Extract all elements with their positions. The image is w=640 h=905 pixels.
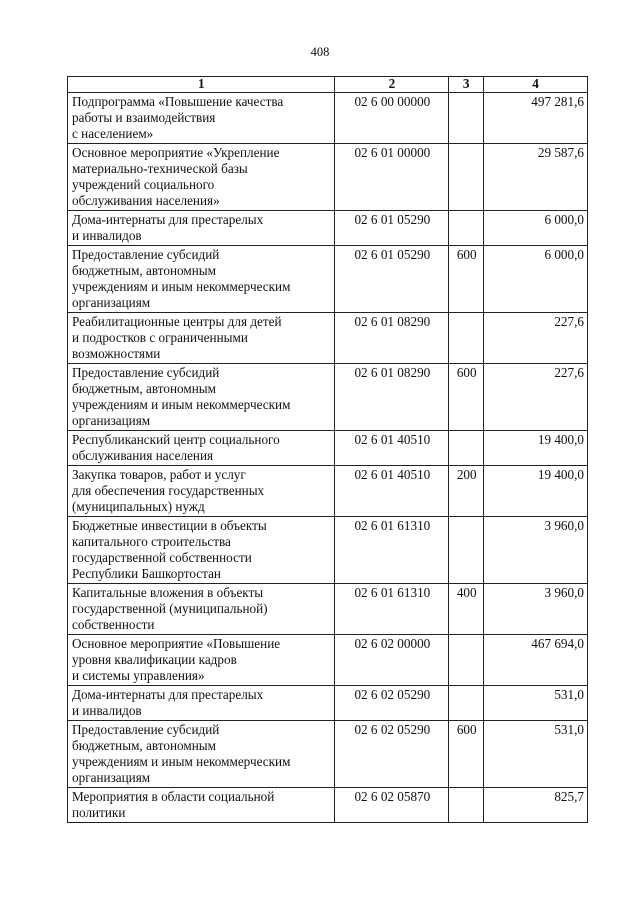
row-expense-type-cell xyxy=(449,211,484,246)
table-row xyxy=(68,144,588,211)
row-amount-cell: 531,0 xyxy=(484,686,588,721)
table-row xyxy=(68,246,588,313)
row-name-cell: Основное мероприятие «Укрепление материально-технической базы учреждений социального обслуживания населения» xyxy=(68,144,335,211)
row-expense-type-cell xyxy=(449,144,484,211)
row-amount-cell: 227,6 xyxy=(484,364,588,431)
row-name-cell: Подпрограмма «Повышение качества работы и взаимодействия с населением» xyxy=(68,93,335,144)
row-amount-cell: 6 000,0 xyxy=(484,211,588,246)
row-expense-type-cell: 200 xyxy=(449,466,484,517)
table-row xyxy=(68,635,588,686)
row-expense-type-cell xyxy=(449,517,484,584)
row-amount-cell: 19 400,0 xyxy=(484,466,588,517)
table-header-row xyxy=(68,77,588,93)
column-header-name: 1 xyxy=(68,77,335,93)
row-code-cell: 02 6 01 40510 xyxy=(335,431,449,466)
row-name-cell: Мероприятия в области социальной политики xyxy=(68,788,335,823)
column-header-code: 2 xyxy=(335,77,449,93)
row-name-cell: Дома-интернаты для престарелых и инвалидов xyxy=(68,686,335,721)
row-name-cell: Бюджетные инвестиции в объекты капитального строительства государственной собственности Республики Башкортостан xyxy=(68,517,335,584)
row-code-cell: 02 6 01 40510 xyxy=(335,466,449,517)
table-row xyxy=(68,788,588,823)
row-expense-type-cell xyxy=(449,686,484,721)
column-header-expense-type: 3 xyxy=(449,77,484,93)
column-header-amount: 4 xyxy=(484,77,588,93)
row-code-cell: 02 6 02 05290 xyxy=(335,721,449,788)
table-row xyxy=(68,93,588,144)
row-code-cell: 02 6 01 00000 xyxy=(335,144,449,211)
row-name-cell: Основное мероприятие «Повышение уровня квалификации кадров и системы управления» xyxy=(68,635,335,686)
row-expense-type-cell: 600 xyxy=(449,364,484,431)
row-expense-type-cell: 400 xyxy=(449,584,484,635)
table-row xyxy=(68,313,588,364)
row-amount-cell: 227,6 xyxy=(484,313,588,364)
row-code-cell: 02 6 01 08290 xyxy=(335,313,449,364)
row-name-cell: Капитальные вложения в объекты государственной (муниципальной) собственности xyxy=(68,584,335,635)
budget-table xyxy=(67,76,588,823)
row-code-cell: 02 6 01 61310 xyxy=(335,517,449,584)
row-amount-cell: 3 960,0 xyxy=(484,517,588,584)
table-row xyxy=(68,721,588,788)
row-amount-cell: 467 694,0 xyxy=(484,635,588,686)
row-expense-type-cell xyxy=(449,431,484,466)
table-row xyxy=(68,211,588,246)
row-code-cell: 02 6 02 05870 xyxy=(335,788,449,823)
row-name-cell: Реабилитационные центры для детей и подростков с ограниченными возможностями xyxy=(68,313,335,364)
table-row xyxy=(68,584,588,635)
table-row xyxy=(68,364,588,431)
row-amount-cell: 3 960,0 xyxy=(484,584,588,635)
row-expense-type-cell xyxy=(449,635,484,686)
row-amount-cell: 497 281,6 xyxy=(484,93,588,144)
row-name-cell: Предоставление субсидий бюджетным, автономным учреждениям и иным некоммерческим организациям xyxy=(68,246,335,313)
row-code-cell: 02 6 00 00000 xyxy=(335,93,449,144)
table-row xyxy=(68,517,588,584)
row-code-cell: 02 6 01 05290 xyxy=(335,246,449,313)
row-amount-cell: 6 000,0 xyxy=(484,246,588,313)
row-expense-type-cell xyxy=(449,313,484,364)
row-expense-type-cell xyxy=(449,788,484,823)
row-amount-cell: 825,7 xyxy=(484,788,588,823)
row-name-cell: Предоставление субсидий бюджетным, автономным учреждениям и иным некоммерческим организациям xyxy=(68,364,335,431)
row-name-cell: Республиканский центр социального обслуживания населения xyxy=(68,431,335,466)
table-row xyxy=(68,431,588,466)
table-row xyxy=(68,466,588,517)
table-row xyxy=(68,686,588,721)
row-name-cell: Дома-интернаты для престарелых и инвалидов xyxy=(68,211,335,246)
row-code-cell: 02 6 02 00000 xyxy=(335,635,449,686)
row-name-cell: Предоставление субсидий бюджетным, автономным учреждениям и иным некоммерческим организациям xyxy=(68,721,335,788)
page-number: 408 xyxy=(310,45,330,59)
row-code-cell: 02 6 02 05290 xyxy=(335,686,449,721)
row-amount-cell: 531,0 xyxy=(484,721,588,788)
row-amount-cell: 29 587,6 xyxy=(484,144,588,211)
row-amount-cell: 19 400,0 xyxy=(484,431,588,466)
row-code-cell: 02 6 01 08290 xyxy=(335,364,449,431)
row-expense-type-cell: 600 xyxy=(449,246,484,313)
row-code-cell: 02 6 01 61310 xyxy=(335,584,449,635)
row-expense-type-cell: 600 xyxy=(449,721,484,788)
table-body xyxy=(68,93,588,823)
row-code-cell: 02 6 01 05290 xyxy=(335,211,449,246)
row-expense-type-cell xyxy=(449,93,484,144)
row-name-cell: Закупка товаров, работ и услуг для обеспечения государственных (муниципальных) нужд xyxy=(68,466,335,517)
